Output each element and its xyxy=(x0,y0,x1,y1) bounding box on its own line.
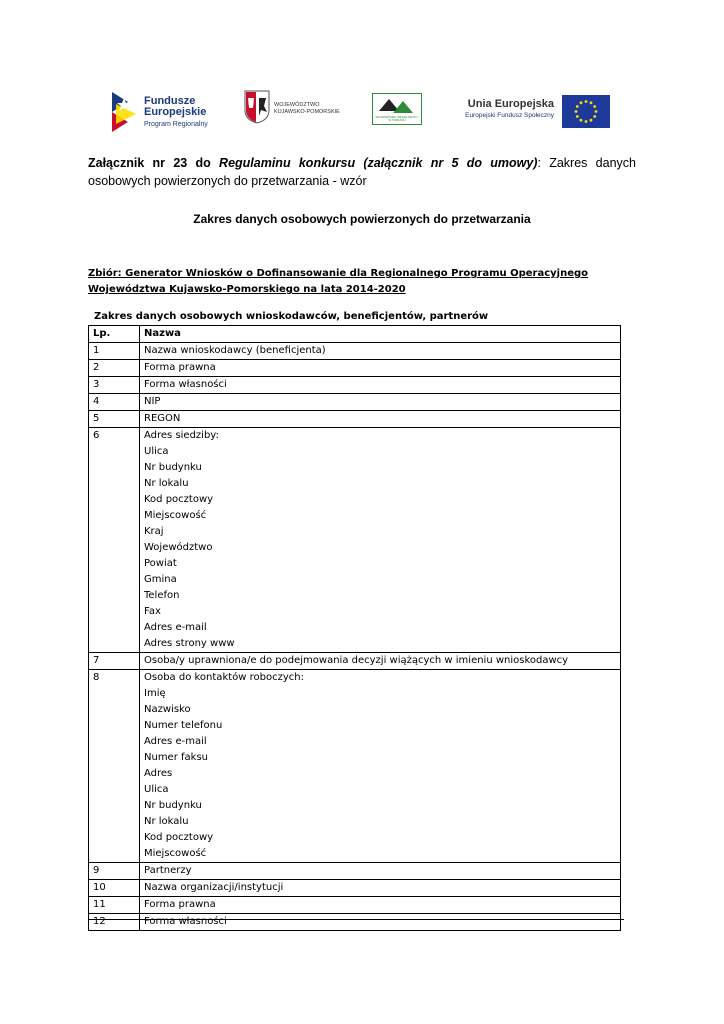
row-name-line: Osoba do kontaktów roboczych: xyxy=(144,672,304,683)
row-name-line: Numer faksu xyxy=(144,752,208,763)
row-name-line: Powiat xyxy=(144,558,177,569)
dataset-title: Zbiór: Generator Wniosków o Dofinansowanie dla Regionalnego Programu Operacyjnego Województwa Kujawsko-Pomorskiego na lata 2014-2020 xyxy=(88,268,589,295)
row-name xyxy=(140,914,621,931)
table-row xyxy=(89,377,621,394)
row-name-line: Gmina xyxy=(144,574,177,585)
wup-arrows-icon xyxy=(373,95,420,117)
row-name-line: Adres strony www xyxy=(144,638,235,649)
table-row xyxy=(89,653,621,670)
table-row xyxy=(89,360,621,377)
row-name-line: Forma własności xyxy=(144,916,227,927)
row-name-line: Forma prawna xyxy=(144,362,216,373)
row-name xyxy=(140,377,621,394)
fe-subtitle: Program Regionalny xyxy=(144,121,208,128)
table-row xyxy=(89,863,621,880)
row-name xyxy=(140,880,621,897)
row-name-line: Nr lokalu xyxy=(144,478,189,489)
table-row xyxy=(89,343,621,360)
table-row xyxy=(89,411,621,428)
row-name xyxy=(140,897,621,914)
row-name-line: Telefon xyxy=(144,590,180,601)
intro-bold: Załącznik nr 23 do xyxy=(88,156,220,170)
wup-torun-logo xyxy=(372,93,422,125)
row-name-line: Fax xyxy=(144,606,161,617)
row-number: 5 xyxy=(89,411,140,428)
row-name-line: Forma własności xyxy=(144,379,227,390)
row-number: 8 xyxy=(89,670,140,863)
row-number: 7 xyxy=(89,653,140,670)
row-name xyxy=(140,653,621,670)
row-name-line: Nr budynku xyxy=(144,462,202,473)
table-row xyxy=(89,897,621,914)
row-name-line: Adres xyxy=(144,768,173,779)
row-name-line: Nr budynku xyxy=(144,800,202,811)
row-number: 4 xyxy=(89,394,140,411)
row-name-line: Województwo xyxy=(144,542,213,553)
row-number: 12 xyxy=(89,914,140,931)
row-name xyxy=(140,343,621,360)
intro-rest: : Zakres danych osobowych powierzonych do przetwarzania - wzór xyxy=(88,156,636,188)
row-number: 11 xyxy=(89,897,140,914)
row-name-line: Osoba/y uprawniona/e do podejmowania decyzji wiążących w imieniu wnioskodawcy xyxy=(144,655,569,666)
row-name xyxy=(140,394,621,411)
table-header-row xyxy=(89,326,621,343)
attachment-intro xyxy=(88,154,636,190)
row-name xyxy=(140,670,621,863)
table-row xyxy=(89,428,621,653)
row-name xyxy=(140,428,621,653)
row-name-line: Ulica xyxy=(144,784,169,795)
row-name-line: REGON xyxy=(144,413,181,424)
table-body xyxy=(89,343,621,931)
data-table xyxy=(88,325,621,931)
row-name-line: Adres e-mail xyxy=(144,622,207,633)
table-caption: Zakres danych osobowych wnioskodawców, beneficjentów, partnerów xyxy=(94,311,489,322)
row-name-line: Kod pocztowy xyxy=(144,494,214,505)
table-row xyxy=(89,880,621,897)
row-name-line: Nazwa wnioskodawcy (beneficjenta) xyxy=(144,345,326,356)
kujawsko-pomorskie-logo xyxy=(244,90,354,130)
intro-italic: Regulaminu konkursu (załącznik nr 5 do umowy) xyxy=(219,156,538,170)
row-name xyxy=(140,863,621,880)
row-name-line: Forma prawna xyxy=(144,899,216,910)
kp-line-2: KUJAWSKO-POMORSKIE xyxy=(274,109,340,115)
row-name-line: Nr lokalu xyxy=(144,816,189,827)
ue-title: Unia Europejska xyxy=(467,98,554,110)
row-name-line: Kod pocztowy xyxy=(144,832,214,843)
wup-caption: WOJEWÓDZKI URZĄD PRACY W TORUNIU xyxy=(375,115,419,122)
table-row xyxy=(89,670,621,863)
row-name-line: Numer telefonu xyxy=(144,720,223,731)
document-heading: Zakres danych osobowych powierzonych do przetwarzania xyxy=(193,212,531,226)
row-number: 2 xyxy=(89,360,140,377)
row-number: 3 xyxy=(89,377,140,394)
row-name-line: Kraj xyxy=(144,526,164,537)
fe-title-1: Fundusze xyxy=(144,95,196,107)
row-name-line: Ulica xyxy=(144,446,169,457)
row-number: 10 xyxy=(89,880,140,897)
row-name-line: NIP xyxy=(144,396,161,407)
row-name-line: Imię xyxy=(144,688,166,699)
row-number: 1 xyxy=(89,343,140,360)
row-number: 9 xyxy=(89,863,140,880)
kp-line-1: WOJEWÓDZTWO xyxy=(274,102,320,108)
row-number: 6 xyxy=(89,428,140,653)
header-lp: Lp. xyxy=(89,326,140,343)
ue-subtitle: Europejski Fundusz Społeczny xyxy=(465,112,554,119)
row-name-line: Adres siedziby: xyxy=(144,430,219,441)
fe-title-2: Europejskie xyxy=(144,106,207,118)
row-name-line: Adres e-mail xyxy=(144,736,207,747)
table-row xyxy=(89,394,621,411)
row-name xyxy=(140,411,621,428)
eu-flag-icon xyxy=(562,95,610,128)
header-name: Nazwa xyxy=(140,326,621,343)
coat-of-arms-icon xyxy=(244,90,270,124)
row-name-line: Miejscowość xyxy=(144,510,207,521)
table-bottom-rule xyxy=(88,919,624,921)
row-name-line: Nazwa organizacji/instytucji xyxy=(144,882,284,893)
row-name-line: Nazwisko xyxy=(144,704,191,715)
fundusze-europejskie-logo xyxy=(110,88,220,134)
unia-europejska-logo xyxy=(458,94,618,130)
logo-bar xyxy=(110,86,620,136)
table-row xyxy=(89,914,621,931)
row-name-line: Miejscowość xyxy=(144,848,207,859)
row-name xyxy=(140,360,621,377)
fe-star-flag-icon xyxy=(110,90,138,132)
row-name-line: Partnerzy xyxy=(144,865,192,876)
